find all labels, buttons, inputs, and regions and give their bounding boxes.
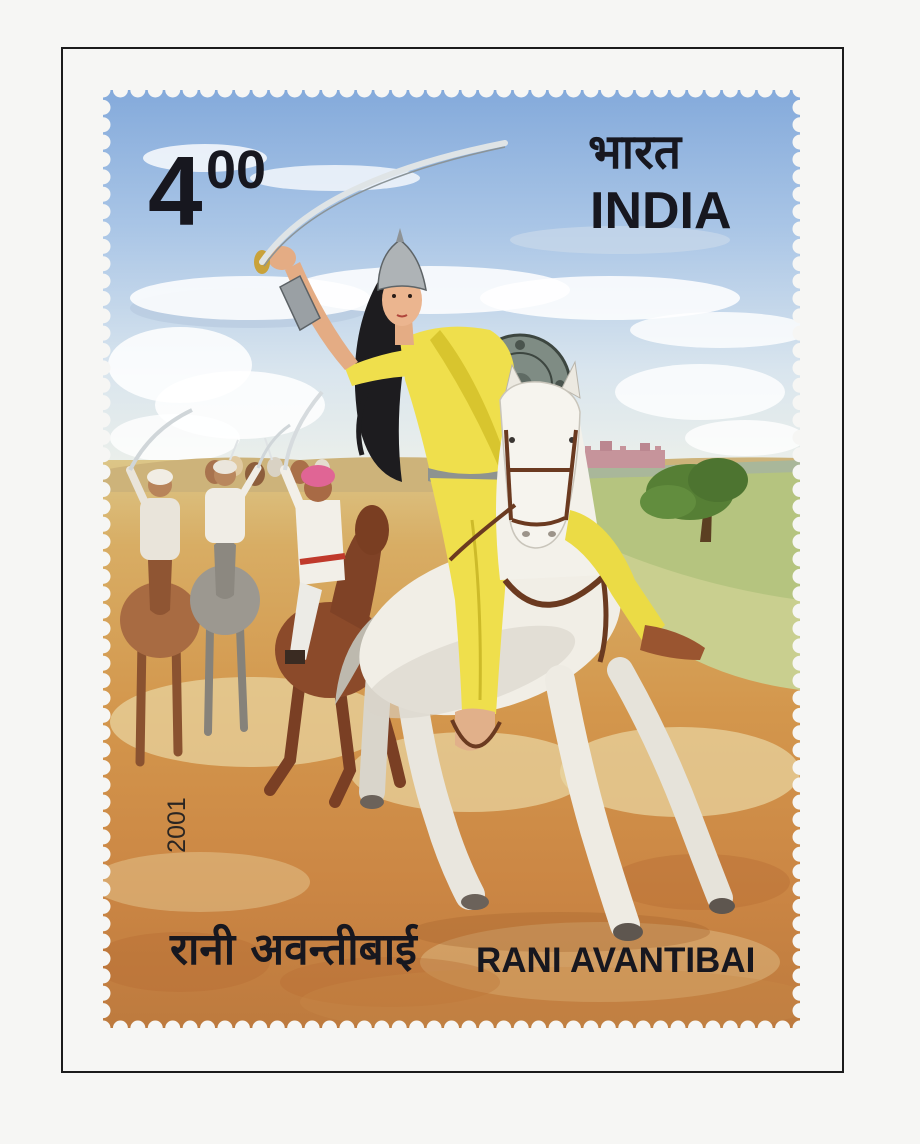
perforation-hole <box>96 569 111 584</box>
perforation-hole <box>96 604 111 619</box>
perforation-hole <box>148 83 163 98</box>
perforation-hole <box>96 864 111 879</box>
perforation-hole <box>96 343 111 358</box>
denomination-value: 4 <box>148 136 203 246</box>
perforation-hole <box>793 569 808 584</box>
perforation-hole <box>322 83 337 98</box>
perforation-hole <box>793 621 808 636</box>
country-name: INDIA <box>590 182 732 240</box>
perforation-hole <box>339 1021 354 1036</box>
perforation-hole <box>96 656 111 671</box>
perforation-hole <box>688 83 703 98</box>
perforation-hole <box>96 743 111 758</box>
perforation-hole <box>96 413 111 428</box>
perforation-hole <box>96 378 111 393</box>
perforation-hole <box>793 465 808 480</box>
perforation-hole <box>549 1021 564 1036</box>
perforation-hole <box>793 308 808 323</box>
perforation-hole <box>723 83 738 98</box>
perforation-hole <box>96 1003 111 1018</box>
perforation-hole <box>392 83 407 98</box>
perforation-hole <box>130 83 145 98</box>
perforation-hole <box>653 1021 668 1036</box>
perforation-hole <box>583 1021 598 1036</box>
perforation-hole <box>793 343 808 358</box>
perforation-hole <box>96 534 111 549</box>
perforation-hole <box>305 1021 320 1036</box>
perforation-hole <box>113 83 128 98</box>
perforation-hole <box>96 447 111 462</box>
perforation-hole <box>793 1003 808 1018</box>
perforation-hole <box>96 117 111 132</box>
perforation-hole <box>96 899 111 914</box>
perforation-hole <box>96 499 111 514</box>
denomination-fraction: 00 <box>206 140 267 200</box>
perforation-hole <box>793 916 808 931</box>
perforation-hole <box>793 204 808 219</box>
perforation-hole <box>96 968 111 983</box>
perforation-hole <box>96 482 111 497</box>
perforation-hole <box>531 83 546 98</box>
issue-year: 2001 <box>163 797 191 853</box>
perforation-hole <box>793 725 808 740</box>
perforation-hole <box>793 239 808 254</box>
perforation-hole <box>235 1021 250 1036</box>
perforation-hole <box>96 812 111 827</box>
perforation-hole <box>444 1021 459 1036</box>
perforation-hole <box>793 968 808 983</box>
perforation-hole <box>793 430 808 445</box>
perforation-hole <box>793 986 808 1001</box>
perforation-hole <box>793 395 808 410</box>
perforation-hole <box>793 847 808 862</box>
perforation-hole <box>96 777 111 792</box>
perforation-hole <box>96 291 111 306</box>
perforation-hole <box>793 291 808 306</box>
perforation-hole <box>793 274 808 289</box>
perforation-hole <box>496 83 511 98</box>
perforation-hole <box>793 117 808 132</box>
perforation-hole <box>96 916 111 931</box>
perforation-hole <box>96 465 111 480</box>
perforation-hole <box>130 1021 145 1036</box>
perforation-hole <box>96 690 111 705</box>
perforation-hole <box>96 673 111 688</box>
perforation-hole <box>217 83 232 98</box>
perforation-hole <box>148 1021 163 1036</box>
perforation-hole <box>96 847 111 862</box>
perforation-hole <box>96 100 111 115</box>
perforation-hole <box>793 360 808 375</box>
perforation-hole <box>165 83 180 98</box>
perforation-hole <box>96 552 111 567</box>
perforation-hole <box>96 308 111 323</box>
perforation-hole <box>461 1021 476 1036</box>
perforation-hole <box>671 83 686 98</box>
perforation-hole <box>96 135 111 150</box>
perforation-hole <box>688 1021 703 1036</box>
perforation-hole <box>793 829 808 844</box>
perforation-hole <box>96 204 111 219</box>
perforation-hole <box>618 83 633 98</box>
perforation-hole <box>96 83 111 98</box>
perforation-hole <box>392 1021 407 1036</box>
perforation-hole <box>357 1021 372 1036</box>
perforation-hole <box>793 152 808 167</box>
perforation-hole <box>566 1021 581 1036</box>
perforation-hole <box>252 1021 267 1036</box>
perforation-hole <box>461 83 476 98</box>
perforation-hole <box>339 83 354 98</box>
perforation-hole <box>165 1021 180 1036</box>
perforation-hole <box>793 899 808 914</box>
perforation-hole <box>183 83 198 98</box>
perforation-hole <box>96 638 111 653</box>
perforation-hole <box>96 760 111 775</box>
perforation-hole <box>793 378 808 393</box>
perforation-hole <box>793 743 808 758</box>
perforation-hole <box>479 1021 494 1036</box>
perforation-hole <box>531 1021 546 1036</box>
perforation-hole <box>96 274 111 289</box>
perforation-hole <box>793 812 808 827</box>
perforation-hole <box>183 1021 198 1036</box>
perforation-hole <box>793 951 808 966</box>
perforation-hole <box>96 517 111 532</box>
perforation-hole <box>96 360 111 375</box>
perforation-hole <box>758 1021 773 1036</box>
perforation-hole <box>793 187 808 202</box>
perforation-hole <box>96 169 111 184</box>
perforation-hole <box>252 83 267 98</box>
perforation-hole <box>793 864 808 879</box>
perforation-hole <box>723 1021 738 1036</box>
perforation-hole <box>305 83 320 98</box>
perforation-hole <box>793 708 808 723</box>
perforation-hole <box>793 690 808 705</box>
perforation-hole <box>793 499 808 514</box>
perforation-hole <box>793 482 808 497</box>
perforation-hole <box>758 83 773 98</box>
perforation-hole <box>444 83 459 98</box>
perforation-hole <box>96 239 111 254</box>
perforation-hole <box>96 621 111 636</box>
perforation-hole <box>374 1021 389 1036</box>
perforation-hole <box>96 795 111 810</box>
perforation-hole <box>793 673 808 688</box>
perforation-hole <box>514 1021 529 1036</box>
perforation-hole <box>374 83 389 98</box>
perforation-hole <box>427 83 442 98</box>
perforation-hole <box>270 83 285 98</box>
perforation-hole <box>357 83 372 98</box>
perforation-hole <box>793 534 808 549</box>
perforation-hole <box>96 395 111 410</box>
perforation-hole <box>793 1021 808 1036</box>
perforation-hole <box>96 221 111 236</box>
perforation-hole <box>705 83 720 98</box>
perforation-hole <box>496 1021 511 1036</box>
perforation-hole <box>96 882 111 897</box>
perforation-hole <box>113 1021 128 1036</box>
perforation-hole <box>96 256 111 271</box>
perforation-hole <box>287 83 302 98</box>
perforation-hole <box>793 882 808 897</box>
perforation-hole <box>793 83 808 98</box>
turban <box>301 465 335 487</box>
soldier <box>295 500 345 585</box>
perforation-hole <box>270 1021 285 1036</box>
stamp-title: RANI AVANTIBAI <box>476 941 756 980</box>
perforation-hole <box>793 656 808 671</box>
perforation-hole <box>96 725 111 740</box>
perforation-hole <box>671 1021 686 1036</box>
perforation-hole <box>96 951 111 966</box>
perforation-hole <box>409 83 424 98</box>
perforation-hole <box>96 1021 111 1036</box>
perforation-hole <box>200 83 215 98</box>
perforation-hole <box>96 986 111 1001</box>
perforation-hole <box>96 152 111 167</box>
perforation-hole <box>636 1021 651 1036</box>
perforation-hole <box>740 83 755 98</box>
perforation-hole <box>96 326 111 341</box>
perforation-hole <box>793 934 808 949</box>
perforation-hole <box>793 135 808 150</box>
perforation-hole <box>793 326 808 341</box>
country-name-hindi: भारत <box>588 124 682 180</box>
perforation-hole <box>96 934 111 949</box>
perforation-hole <box>96 586 111 601</box>
stamp-title-hindi: रानी अवन्तीबाई <box>170 924 417 975</box>
perforation-hole <box>793 552 808 567</box>
perforation-hole <box>409 1021 424 1036</box>
perforation-hole <box>793 169 808 184</box>
perforation-hole <box>427 1021 442 1036</box>
perforation-hole <box>793 221 808 236</box>
perforation-hole <box>775 1021 790 1036</box>
perforation-hole <box>793 604 808 619</box>
perforation-hole <box>793 760 808 775</box>
perforation-hole <box>217 1021 232 1036</box>
perforation-hole <box>96 430 111 445</box>
perforation-hole <box>601 1021 616 1036</box>
perforation-hole <box>705 1021 720 1036</box>
perforation-hole <box>793 795 808 810</box>
perforation-hole <box>601 83 616 98</box>
perforation-hole <box>96 829 111 844</box>
perforation-hole <box>96 187 111 202</box>
perforation-hole <box>740 1021 755 1036</box>
perforation-hole <box>793 638 808 653</box>
perforation-hole <box>618 1021 633 1036</box>
perforation-hole <box>793 413 808 428</box>
perforation-hole <box>793 447 808 462</box>
perforation-hole <box>793 517 808 532</box>
perforation-hole <box>322 1021 337 1036</box>
perforation-hole <box>636 83 651 98</box>
perforation-hole <box>583 83 598 98</box>
perforation-hole <box>653 83 668 98</box>
perforation-hole <box>514 83 529 98</box>
perforation-hole <box>793 586 808 601</box>
perforation-hole <box>793 777 808 792</box>
perforation-hole <box>235 83 250 98</box>
perforation-hole <box>775 83 790 98</box>
perforation-hole <box>287 1021 302 1036</box>
perforation-hole <box>200 1021 215 1036</box>
perforation-hole <box>96 708 111 723</box>
perforation-hole <box>793 256 808 271</box>
perforation-hole <box>793 100 808 115</box>
perforation-hole <box>566 83 581 98</box>
perforation-hole <box>549 83 564 98</box>
perforation-hole <box>479 83 494 98</box>
